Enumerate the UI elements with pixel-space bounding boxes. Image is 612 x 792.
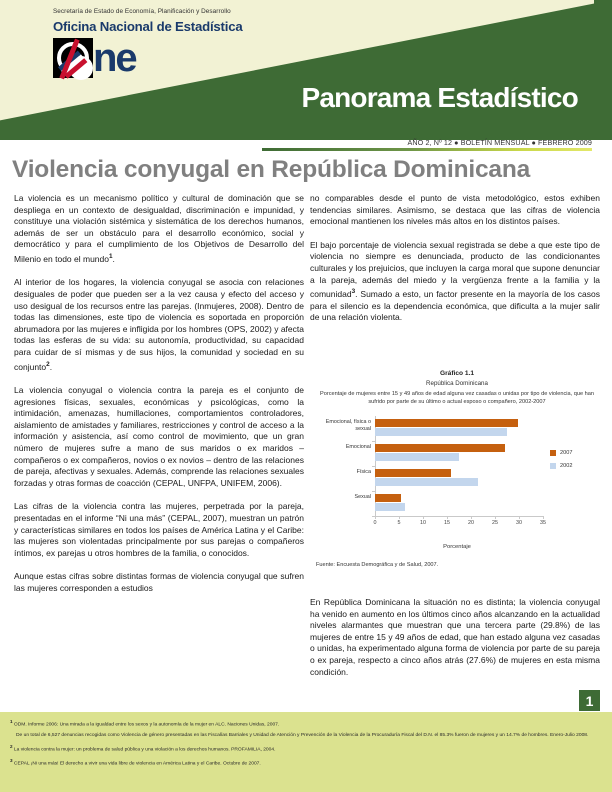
chart-bar-2007 bbox=[375, 469, 451, 477]
one-logo bbox=[53, 36, 188, 81]
paragraph: El bajo porcentaje de violencia sexual registrada se debe a que este tipo de violencia no siempre es denunciada, producto de las condicionantes culturales y los prejuicios, que incluyen la carga moral que supone denunciar a la pareja, además del miedo y la vergüenza frente a la familia y la comunidad$^3$. Sumado a esto, un factor presente en la mayoría de los casos para el silencio es la dependencia económica, que dificulta a la mujer salir de una relación violenta. bbox=[310, 239, 600, 323]
chart-title: Gráfico 1.1 bbox=[439, 370, 475, 377]
paragraph: Las cifras de la violencia contra las mujeres, perpetrada por la pareja, presentadas en el informe “Ni una más” (CEPAL, 2007), muestran un patrón y características similares en todos los países de América Latina y el Caribe: las mujeres son violentadas principalmente por sus parejas o compañeros íntimos, ex parejas u otros hombres de la familia, o conocidos. bbox=[14, 501, 304, 558]
chart-bar-2007 bbox=[375, 419, 518, 427]
chart-x-tick bbox=[543, 516, 544, 519]
chart-x-tick-label: 0 bbox=[373, 519, 377, 526]
page-title: Violencia conyugal en República Dominicana bbox=[12, 156, 531, 183]
footnote-mark: 3 bbox=[10, 758, 13, 764]
footnotes-band bbox=[0, 712, 612, 792]
masthead bbox=[0, 0, 612, 140]
chart-legend bbox=[550, 450, 572, 476]
left-column bbox=[14, 193, 304, 606]
chart-y-tick bbox=[372, 491, 375, 492]
secretaria-label: Secretaría de Estado de Economía, Planificación y Desarrollo bbox=[53, 8, 231, 15]
chart-category-label: Emocional, física o sexual bbox=[325, 418, 371, 432]
chart-x-tick-label: 35 bbox=[540, 519, 546, 526]
chart-x-axis bbox=[375, 516, 543, 517]
chart-subtitle: República Dominicana bbox=[426, 380, 488, 387]
chart-x-tick bbox=[375, 516, 376, 519]
footnote-ref-1[interactable]: 1 bbox=[108, 252, 113, 260]
footnote-item bbox=[10, 718, 602, 729]
chart-x-tick-label: 15 bbox=[444, 519, 450, 526]
chart-bar-2002 bbox=[375, 453, 459, 461]
paragraph: En República Dominicana la situación no es distinta; la violencia conyugal ha venido en aumento en los últimos cinco años alcanzando en la actualidad niveles alarmantes que muestran que una tercera parte (29.8%) de las mujeres de entre 15 y 49 años de edad, que han estado alguna vez casadas o unidas, ha experimentado alguna forma de violencia por parte de su pareja o ex pareja, respecto a cinco años atrás (27.6%) de mujeres en esta misma condición. bbox=[310, 597, 600, 677]
legend-item bbox=[550, 463, 572, 469]
right-column-bottom bbox=[310, 597, 600, 678]
legend-swatch-2007 bbox=[550, 450, 556, 456]
paragraph: Aunque estas cifras sobre distintas formas de violencia conyugal que sufren las mujeres corresponden a estudios bbox=[14, 571, 304, 593]
chart-x-tick bbox=[495, 516, 496, 519]
footnote-text: ODM. Informe 2006: Una mirada a la igualdad entre los sexos y la autonomía de la mujer en ALC. Naciones Unidas, 2007. bbox=[13, 722, 280, 728]
chart-x-tick bbox=[519, 516, 520, 519]
chart-x-tick-label: 30 bbox=[516, 519, 522, 526]
issue-line: AÑO 2, Nº 12 ● BOLETÍN MENSUAL ● FEBRERO 2009 bbox=[407, 138, 592, 147]
chart-x-tick-label: 10 bbox=[420, 519, 426, 526]
chart-plot bbox=[312, 412, 602, 534]
page-number-badge: 1 bbox=[579, 690, 600, 711]
footnote-mark: 2 bbox=[10, 744, 13, 750]
footnote-text: La violencia contra la mujer: un problema de salud pública y una violación a los derechos humanos. PROFAMILIA, 2004. bbox=[13, 748, 276, 754]
footnote-item bbox=[10, 757, 602, 768]
chart-x-axis-label: Porcentaje bbox=[443, 543, 471, 550]
paragraph: La violencia es un mecanismo político y cultural de dominación que se despliega en un contexto de desigualdad, discriminación e impunidad, y constituye una violación sistémica y sistemática de los derechos humanos, además de ser un obstáculo para el desarrollo económico, social y democrático y para el cumplimiento de los Objetivos de Desarrollo del Milenio en todo el mundo$^1$. bbox=[14, 193, 304, 264]
chart-bar-2002 bbox=[375, 478, 478, 486]
footnote-text: CEPAL ¡Ni una más! El derecho a vivir una vida libre de violencia en América Latina y el Caribe. Octubre de 2007. bbox=[13, 762, 261, 768]
paragraph: La violencia conyugal o violencia contra la pareja es el conjunto de agresiones físicas, sexuales, económicas y psicológicas, como la intimidación, amenazas, humillaciones, comportamientos controladores, aislamiento de amistades y familiares, restricciones y control de acceso a la información y asistencia, así como control de movimiento, que un gran número de mujeres sufre a mano de sus maridos o ex maridos –compañeros o ex compañeros, novios o ex novios – dentro de las relaciones de pareja, afectivas y sexuales. Además, comprende las relaciones sexuales forzadas y otras formas de coacción (CEPAL, UNFPA, UNIFEM, 2006). bbox=[14, 384, 304, 488]
legend-item bbox=[550, 450, 572, 456]
oficina-nacional-label: Oficina Nacional de Estadística bbox=[53, 19, 243, 34]
chart-category-label: Física bbox=[356, 468, 371, 475]
footnote-ref-3[interactable]: 3 bbox=[351, 288, 356, 296]
chart-bar-2007 bbox=[375, 444, 505, 452]
chart-figure bbox=[312, 366, 602, 596]
footnote-mark: 1 bbox=[10, 719, 13, 724]
footnote-ref-2[interactable]: 2 bbox=[46, 360, 50, 368]
chart-bar-2007 bbox=[375, 494, 401, 502]
chart-y-tick bbox=[372, 466, 375, 467]
chart-y-tick bbox=[372, 441, 375, 442]
legend-label-2002: 2002 bbox=[560, 462, 573, 469]
footnote-item: De un total de 6,527 denuncias recogidas como Violencia de género presentadas en las Fiscalías Barriales y Unidad de Atención y Prevención de la Violencia de la Procuraduría Fiscal del D.N. el 85.3% fueron de mujeres y un 14.7% de hombres. Enero-Julio 2008. bbox=[16, 733, 589, 739]
chart-x-tick-label: 5 bbox=[397, 519, 401, 526]
chart-bar-2002 bbox=[375, 428, 507, 436]
chart-category-label: Sexual bbox=[354, 493, 371, 500]
chart-category-label: Emocional bbox=[345, 443, 371, 450]
masthead-right-sidebar bbox=[594, 0, 612, 140]
chart-x-tick bbox=[399, 516, 400, 519]
gradient-rule bbox=[262, 148, 592, 151]
legend-label-2007: 2007 bbox=[560, 449, 573, 456]
chart-x-tick-label: 20 bbox=[468, 519, 474, 526]
chart-x-tick bbox=[423, 516, 424, 519]
paragraph: no comparables desde el punto de vista metodológico, estos exhiben tendencias similares. Asimismo, se destaca que las cifras de violencia emocional mantienen los niveles más altos en los distintos países. bbox=[310, 193, 600, 227]
chart-x-tick bbox=[447, 516, 448, 519]
right-column bbox=[310, 193, 600, 336]
chart-x-tick bbox=[471, 516, 472, 519]
chart-x-tick-label: 25 bbox=[492, 519, 498, 526]
logo-ne-text: ne bbox=[93, 36, 136, 80]
paragraph: Al interior de los hogares, la violencia conyugal se asocia con relaciones desiguales de poder que pueden ser a la vez causa y efecto del acceso y uso desigual de los recursos entre las parejas. (Inmujeres, 2008). Dentro de todas las dimensiones, este tipo de violencia es soportada en proporción abrumadora por las mujeres e infligida por los hombres (OPS, 2002) y afecta todas las esferas de su vida: su autonomía, productividad, su capacidad para cuidar de sí mismas y de sus hijos, la comunidad y sociedad en su conjunto$^2$. bbox=[14, 277, 304, 372]
chart-description: Porcentaje de mujeres entre 15 y 49 años de edad alguna vez casadas o unidas por tipo de violencia, que han sufrido por parte de su último o actual esposo o compañero, 2002-2007 bbox=[320, 391, 594, 406]
chart-source-note: Fuente: Encuesta Demográfica y de Salud, 2007. bbox=[316, 561, 439, 568]
publication-title: Panorama Estadístico bbox=[301, 82, 578, 113]
legend-swatch-2002 bbox=[550, 463, 556, 469]
footnote-item bbox=[10, 743, 602, 754]
chart-bar-2002 bbox=[375, 503, 405, 511]
